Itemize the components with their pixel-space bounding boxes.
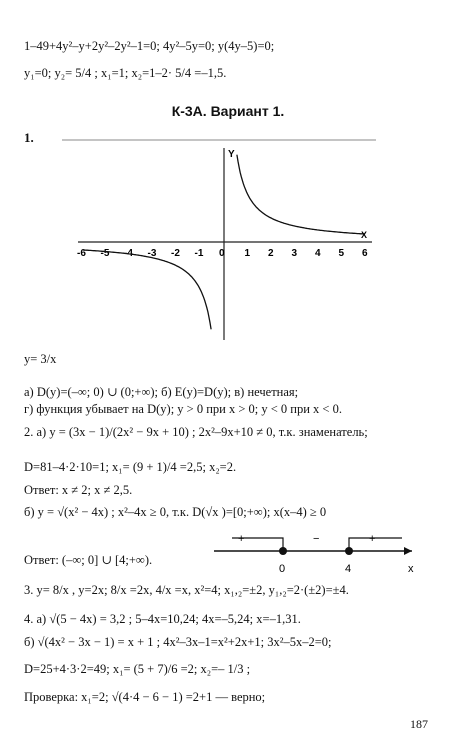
arrow-icon [404,547,412,555]
text-line: 4. а) √(5 − 4x) = 3,2 ; 5–4x=10,24; 4x=–5,24; x=–1,31. [24,612,301,626]
x-tick-label: -2 [171,248,180,259]
text-line: а) D(y)=(–∞; 0) ∪ (0;+∞); б) E(y)=D(y); в) нечетная; [24,385,299,399]
point-label: 4 [345,563,352,575]
x-tick-label: 1 [244,248,251,259]
text-line: y₁=0; y₂= 5/4 ; x₁=1; x₂=1–2· 5/4 =–1,5. [24,66,227,80]
x-tick-label: 6 [362,248,368,259]
text-line: Проверка: x₁=2; √(4·4 − 6 − 1) =2+1 — верно; [24,690,266,704]
text-line: D=81–4·2·10=1; x₁= (9 + 1)/4 =2,5; x₂=2. [24,460,237,474]
point-marker [345,547,353,555]
sign-label: − [313,533,320,545]
text-line: б) y = √(x² − 4x) ; x²–4x ≥ 0, т.к. D(√x )=[0;+∞); x(x–4) ≥ 0 [24,505,327,519]
text-line: 1–49+4y²–y+2y²–2y²–1=0; 4y²–5y=0; y(4y–5)=0; [24,39,275,53]
point-label: 0 [279,563,286,575]
x-tick-label: 4 [315,248,321,259]
axis-label: x [408,563,414,575]
text-line: г) функция убывает на D(y); y > 0 при x > 0; y < 0 при x < 0. [24,402,342,416]
branch-negative [83,250,211,329]
sign-bracket [232,538,283,551]
x-tick-label: -3 [147,248,157,259]
text-line: 3. y= 8/x , y=2x; 8/x =2x, 4/x =x, x²=4; x₁,₂=±2, y₁,₂=2·(±2)=±4. [24,583,349,597]
text-line: б) √(4x² − 3x − 1) = x + 1 ; 4x²–3x–1=x²+2x+1; 3x²–5x–2=0; [24,635,332,649]
text-line: y= 3/x [24,352,57,366]
x-tick-label: -4 [124,248,133,259]
x-tick-label: 2 [268,248,274,259]
sign-bracket [349,538,402,551]
sign-label: + [238,533,245,545]
text-line: D=25+4·3·2=49; x₁= (5 + 7)/6 =2; x₂=– 1/3 ; [24,662,251,676]
x-tick-label: -1 [194,248,204,259]
origin-label: 0 [219,248,225,259]
x-axis-label: X [361,230,368,240]
point-marker [279,547,287,555]
y-axis-label: Y [228,149,235,160]
x-tick-label: 5 [338,248,345,259]
text-line: Ответ: x ≠ 2; x ≠ 2,5. [24,483,133,497]
x-tick-label: -5 [100,248,110,259]
branch-positive [237,155,365,234]
x-tick-label: 3 [291,248,298,259]
task-number: 1. [24,130,34,145]
text-line: Ответ: (–∞; 0] ∪ [4;+∞). [24,553,153,567]
page-number: 187 [410,717,428,731]
text-line: 2. а) y = (3x − 1)/(2x² − 9x + 10) ; 2x²–9x+10 ≠ 0, т.к. знаменатель; [24,425,368,439]
section-heading: К-3А. Вариант 1. [171,103,285,119]
x-tick-label: -6 [77,248,86,259]
sign-label: + [369,533,376,545]
